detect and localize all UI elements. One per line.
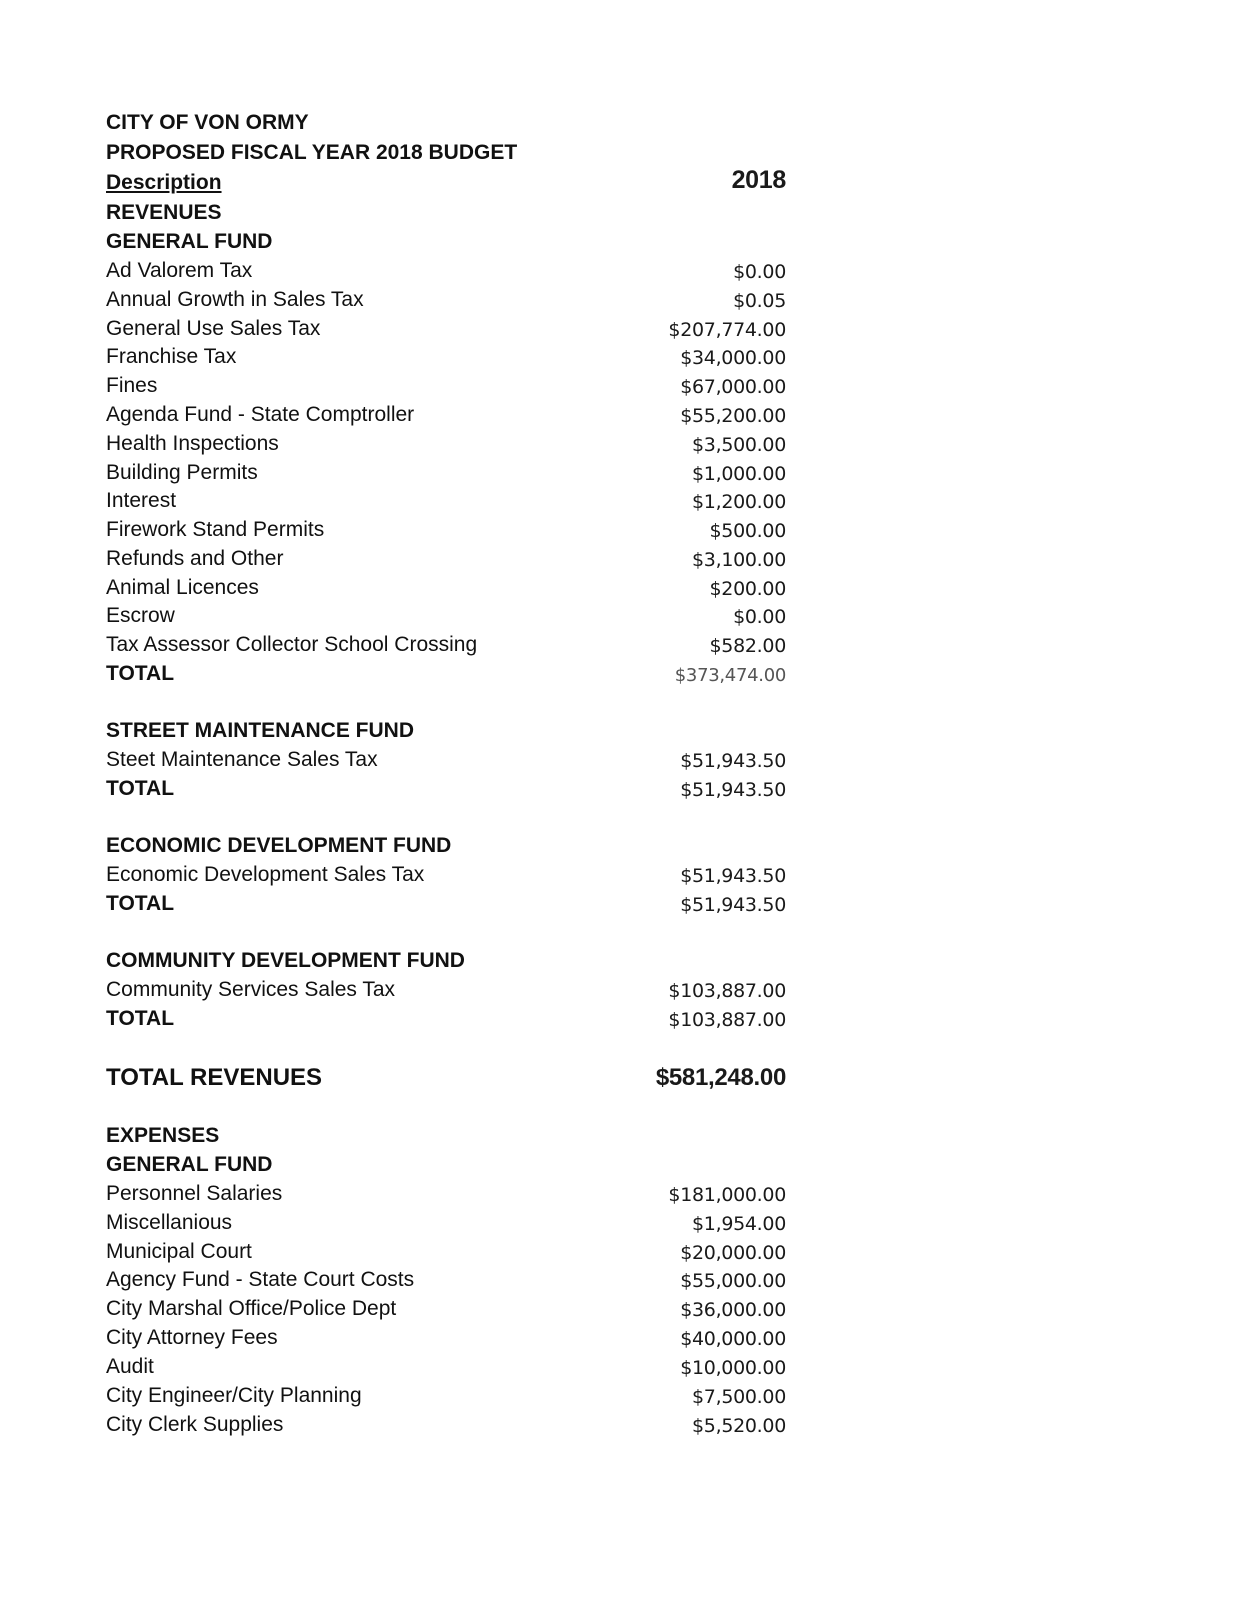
line-item: [106, 458, 786, 487]
line-item: [106, 486, 786, 515]
line-item-amount: $181,000.00: [668, 1184, 786, 1206]
line-item-amount: $51,943.50: [680, 750, 786, 772]
document-title-row: [106, 138, 786, 167]
line-item-amount: $0.00: [733, 606, 786, 628]
line-item-label: Personnel Salaries: [106, 1182, 283, 1205]
expenses-heading-row: [106, 1121, 786, 1150]
line-item-amount: $3,500.00: [692, 434, 786, 456]
line-item-amount: $200.00: [709, 578, 786, 600]
line-item-label: Municipal Court: [106, 1240, 252, 1263]
line-item: [106, 342, 786, 371]
line-item-label: Community Services Sales Tax: [106, 978, 396, 1001]
line-item: [106, 429, 786, 458]
line-item: [106, 285, 786, 314]
line-item: [106, 256, 786, 285]
description-column-header: Description: [106, 171, 222, 194]
line-item-amount: $1,954.00: [692, 1213, 786, 1235]
expense-general-fund-heading: GENERAL FUND: [106, 1153, 273, 1176]
general-fund-total-amount: $373,474.00: [674, 665, 786, 686]
total-label: TOTAL: [106, 662, 175, 685]
line-item: [106, 1294, 786, 1323]
line-item-amount: $55,000.00: [680, 1270, 786, 1292]
line-item-label: Agenda Fund - State Comptroller: [106, 403, 415, 426]
line-item-amount: $500.00: [709, 520, 786, 542]
line-item: [106, 860, 786, 889]
line-item-label: City Engineer/City Planning: [106, 1384, 362, 1407]
line-item-label: Escrow: [106, 604, 175, 627]
document-title: PROPOSED FISCAL YEAR 2018 BUDGET: [106, 141, 518, 164]
line-item-label: Agency Fund - State Court Costs: [106, 1268, 415, 1291]
city-name-row: [106, 108, 786, 137]
line-item-label: Steet Maintenance Sales Tax: [106, 748, 378, 771]
revenues-heading-row: [106, 198, 786, 227]
line-item-label: Fines: [106, 374, 158, 397]
line-item-amount: $34,000.00: [680, 347, 786, 369]
street-maintenance-total-amount: $51,943.50: [680, 779, 786, 801]
line-item-label: Tax Assessor Collector School Crossing: [106, 633, 478, 656]
street-maintenance-heading-row: [106, 716, 786, 745]
line-item-label: Refunds and Other: [106, 547, 284, 570]
line-item-label: Animal Licences: [106, 576, 259, 599]
community-development-heading: COMMUNITY DEVELOPMENT FUND: [106, 949, 465, 972]
community-development-total-amount: $103,887.00: [668, 1009, 786, 1031]
line-item: [106, 544, 786, 573]
line-item: [106, 601, 786, 630]
total-label: TOTAL: [106, 777, 175, 800]
line-item: [106, 1323, 786, 1352]
column-header-row: [106, 168, 786, 197]
economic-development-heading-row: [106, 831, 786, 860]
line-item-amount: $103,887.00: [668, 980, 786, 1002]
line-item: [106, 1208, 786, 1237]
year-column-header: 2018: [731, 166, 786, 194]
line-item: [106, 1381, 786, 1410]
line-item-label: Interest: [106, 489, 177, 512]
economic-development-heading: ECONOMIC DEVELOPMENT FUND: [106, 834, 452, 857]
expenses-heading: EXPENSES: [106, 1124, 220, 1147]
line-item-label: Audit: [106, 1355, 154, 1378]
line-item-amount: $0.00: [733, 261, 786, 283]
line-item-label: General Use Sales Tax: [106, 317, 321, 340]
line-item-amount: $10,000.00: [680, 1357, 786, 1379]
line-item-amount: $36,000.00: [680, 1299, 786, 1321]
line-item-label: Firework Stand Permits: [106, 518, 325, 541]
line-item: [106, 1352, 786, 1381]
total-revenues-label: TOTAL REVENUES: [106, 1064, 323, 1091]
line-item-label: City Marshal Office/Police Dept: [106, 1297, 397, 1320]
line-item-label: Miscellanious: [106, 1211, 233, 1234]
line-item: [106, 630, 786, 659]
revenue-general-fund-heading: GENERAL FUND: [106, 230, 273, 253]
line-item: [106, 515, 786, 544]
line-item: [106, 314, 786, 343]
line-item: [106, 573, 786, 602]
line-item-label: Economic Development Sales Tax: [106, 863, 425, 886]
line-item: [106, 1237, 786, 1266]
total-revenues-row: [106, 1061, 786, 1094]
line-item: [106, 1179, 786, 1208]
line-item: [106, 371, 786, 400]
line-item-amount: $0.05: [733, 290, 786, 312]
general-fund-total-row: [106, 659, 786, 688]
line-item-amount: $1,200.00: [692, 491, 786, 513]
line-item-amount: $5,520.00: [692, 1415, 786, 1437]
expense-general-fund-heading-row: [106, 1150, 786, 1179]
revenues-heading: REVENUES: [106, 201, 222, 224]
community-development-total-row: [106, 1004, 786, 1033]
line-item-amount: $67,000.00: [680, 376, 786, 398]
line-item-amount: $51,943.50: [680, 865, 786, 887]
total-label: TOTAL: [106, 892, 175, 915]
line-item-amount: $1,000.00: [692, 463, 786, 485]
line-item-label: Building Permits: [106, 461, 258, 484]
line-item-label: Franchise Tax: [106, 345, 237, 368]
total-revenues-amount: $581,248.00: [655, 1064, 786, 1091]
line-item-amount: $3,100.00: [692, 549, 786, 571]
total-label: TOTAL: [106, 1007, 175, 1030]
economic-development-total-amount: $51,943.50: [680, 894, 786, 916]
line-item-amount: $7,500.00: [692, 1386, 786, 1408]
line-item-amount: $55,200.00: [680, 405, 786, 427]
line-item-label: Ad Valorem Tax: [106, 259, 253, 282]
line-item: [106, 745, 786, 774]
street-maintenance-total-row: [106, 774, 786, 803]
community-development-heading-row: [106, 946, 786, 975]
line-item: [106, 975, 786, 1004]
line-item-label: Annual Growth in Sales Tax: [106, 288, 364, 311]
line-item-label: City Attorney Fees: [106, 1326, 278, 1349]
revenue-general-fund-heading-row: [106, 227, 786, 256]
line-item-amount: $207,774.00: [668, 319, 786, 341]
line-item-amount: $40,000.00: [680, 1328, 786, 1350]
economic-development-total-row: [106, 889, 786, 918]
line-item-label: Health Inspections: [106, 432, 279, 455]
line-item: [106, 1265, 786, 1294]
city-name: CITY OF VON ORMY: [106, 111, 309, 134]
line-item-amount: $582.00: [709, 635, 786, 657]
street-maintenance-heading: STREET MAINTENANCE FUND: [106, 719, 414, 742]
line-item-label: City Clerk Supplies: [106, 1413, 284, 1436]
line-item: [106, 1410, 786, 1439]
line-item: [106, 400, 786, 429]
line-item-amount: $20,000.00: [680, 1242, 786, 1264]
